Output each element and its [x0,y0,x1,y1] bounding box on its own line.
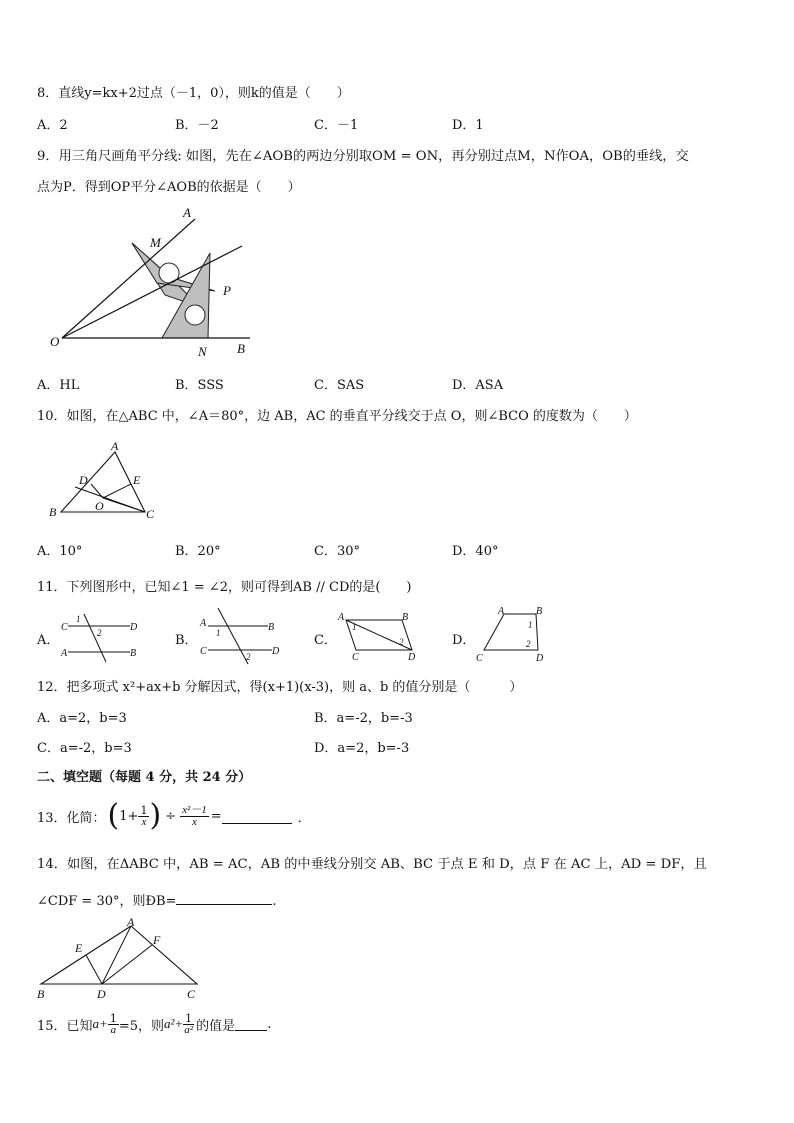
q9-option-d: D．ASA [452,378,504,393]
q13-divide: ÷ [165,808,177,824]
q9-ray-op [62,246,242,338]
section-fill-in-title: 二、填空题（每题 4 分，共 24 分） [37,770,252,785]
q13-fraction-1: $\frac{1}{x}$ [140,803,148,828]
q9-label-a: A [183,205,191,220]
q11-figure-a [58,608,143,663]
q15-end: . [267,1016,272,1032]
q15-a2-plus: a²+ [164,1016,184,1031]
svg-text:C: C [61,622,68,633]
q15-suffix: 的值是 [196,1018,236,1034]
q10-figure [45,440,165,522]
q15-prefix: 15．已知 [37,1018,93,1034]
svg-text:2: 2 [246,652,251,662]
q13-answer-blank[interactable] [222,809,292,824]
svg-text:1: 1 [352,622,357,632]
q12-option-a: A．a=2，b=3 [37,711,127,726]
q10-option-a: A．10° [37,544,83,559]
svg-text:2: 2 [97,628,102,638]
q12-option-c: C．a=-2，b=3 [37,741,132,756]
q13-paren-left: ( [107,798,120,833]
q9-label-m: M [150,235,161,250]
svg-text:2: 2 [526,639,531,649]
q14-label-f: F [153,933,161,947]
q10-label-a: A [111,440,119,453]
q10-stem: 10．如图，在△ABC 中，∠A＝80°，边 AB，AC 的垂直平分线交于点 O，则∠BCO 的度数为（ ） [37,409,637,424]
q13-fraction-2: $\frac{\text{x²－1}}{x}$ [182,803,207,828]
q13-paren-right: ) [149,798,162,833]
svg-text:A: A [498,606,505,617]
q14-label-b: B [37,987,45,1000]
svg-text:D: D [272,646,280,657]
q11-figure-c [336,610,426,662]
q15-fraction-1: $\frac{1}{a}$ [109,1011,117,1036]
q8-option-a: A．2 [37,118,68,133]
q10-label-c: C [146,507,155,521]
q14-segment-df [102,945,152,984]
q9-circle-lower [185,305,205,325]
q14-label-e: E [75,941,83,955]
q8-stem: 8．直线y=kx+2过点（－1，0），则k的值是（ ） [37,86,350,101]
q11-figure-b [196,606,286,666]
svg-text:A: A [338,612,345,623]
svg-text:1: 1 [76,614,81,624]
svg-text:1: 1 [216,628,221,638]
svg-text:B: B [536,606,543,617]
q9-option-c: C．SAS [314,378,365,393]
q9-figure [40,205,260,360]
q10-label-d: D [79,473,88,487]
q14-label-c: C [187,987,196,1000]
q11-option-c-label: C． [314,633,337,648]
svg-text:C: C [352,652,359,662]
q13-end: ． [297,810,311,826]
q12-stem: 12．把多项式 x²+ax+b 分解因式，得(x+1)(x-3)，则 a、b 的值分别是（ ） [37,680,523,695]
q15-a-plus: a+ [92,1016,108,1031]
q11-option-b-label: B． [175,633,198,648]
q13-expression [37,794,311,838]
svg-text:D: D [536,653,544,664]
svg-text:C: C [200,646,207,657]
svg-text:B: B [268,622,275,633]
q10-label-o: O [95,499,104,513]
q14-stem-line2 [37,890,277,909]
svg-text:1: 1 [528,620,533,630]
q11-figure-d [474,604,554,666]
q14-triangle-abc [41,926,197,984]
q9-label-o: O [50,334,60,349]
q12-option-d: D．a=2，b=-3 [314,741,410,756]
q8-option-b: B．－2 [175,118,219,133]
q14-segment-ed [86,955,102,984]
q10-option-c: C．30° [314,544,360,559]
q13-one-plus: 1+ [119,808,139,824]
q9-label-b: B [237,341,245,356]
q9-option-a: A．HL [37,378,80,393]
q9-stem-line2: 点为P．得到OP平分∠AOB的依据是（ ） [37,180,301,195]
q9-option-b: B．SSS [175,378,224,393]
q8-option-d: D．1 [452,118,484,133]
q11-option-a-label: A． [37,633,60,648]
q14-label-a: A [127,918,135,929]
svg-text:D: D [130,622,138,633]
q15-answer-blank[interactable] [235,1018,267,1031]
svg-text:B: B [130,648,137,659]
q15-fraction-2: $\frac{1}{\text{a²}}$ [184,1011,194,1036]
q10-label-e: E [133,473,141,487]
q14-answer-blank[interactable] [176,892,272,905]
q14-figure [35,918,205,1000]
q9-stem-line1: 9．用三角尺画角平分线: 如图，先在∠AOB的两边分别取OM = ON，再分别过点M，N作OA，OB的垂线，交 [37,149,689,164]
q10-option-d: D．40° [452,544,499,559]
svg-text:2: 2 [399,637,404,647]
svg-text:D: D [408,652,416,662]
q11-stem: 11．下列图形中，已知∠1 = ∠2，则可得到AB // CD的是( ) [37,580,412,595]
q12-option-b: B．a=-2，b=-3 [314,711,413,726]
svg-text:A: A [200,618,207,629]
q15-expression [37,1004,271,1044]
svg-text:C: C [476,653,483,664]
q10-option-b: B．20° [175,544,221,559]
svg-text:B: B [402,612,409,623]
q9-label-n: N [198,344,207,359]
q11-option-d-label: D． [452,633,476,648]
svg-text:A: A [61,648,68,659]
q13-equals: = [210,808,222,824]
q10-segment-eo [103,484,131,498]
q10-label-b: B [49,505,57,519]
q14-stem-line1: 14．如图，在ΔABC 中，AB = AC，AB 的中垂线分别交 AB、BC 于点 E 和 D，点 F 在 AC 上，AD = DF，且 [37,857,707,872]
q8-option-c: C．－1 [314,118,359,133]
q13-prefix: 13．化简： [37,810,106,826]
q15-mid: =5，则 [118,1018,164,1034]
q14-stem-line2-end: . [272,894,277,909]
q9-label-p: P [223,283,231,298]
q14-stem-line2-text: ∠CDF = 30°，则ÐB= [37,894,177,909]
q14-label-d: D [97,987,106,1000]
